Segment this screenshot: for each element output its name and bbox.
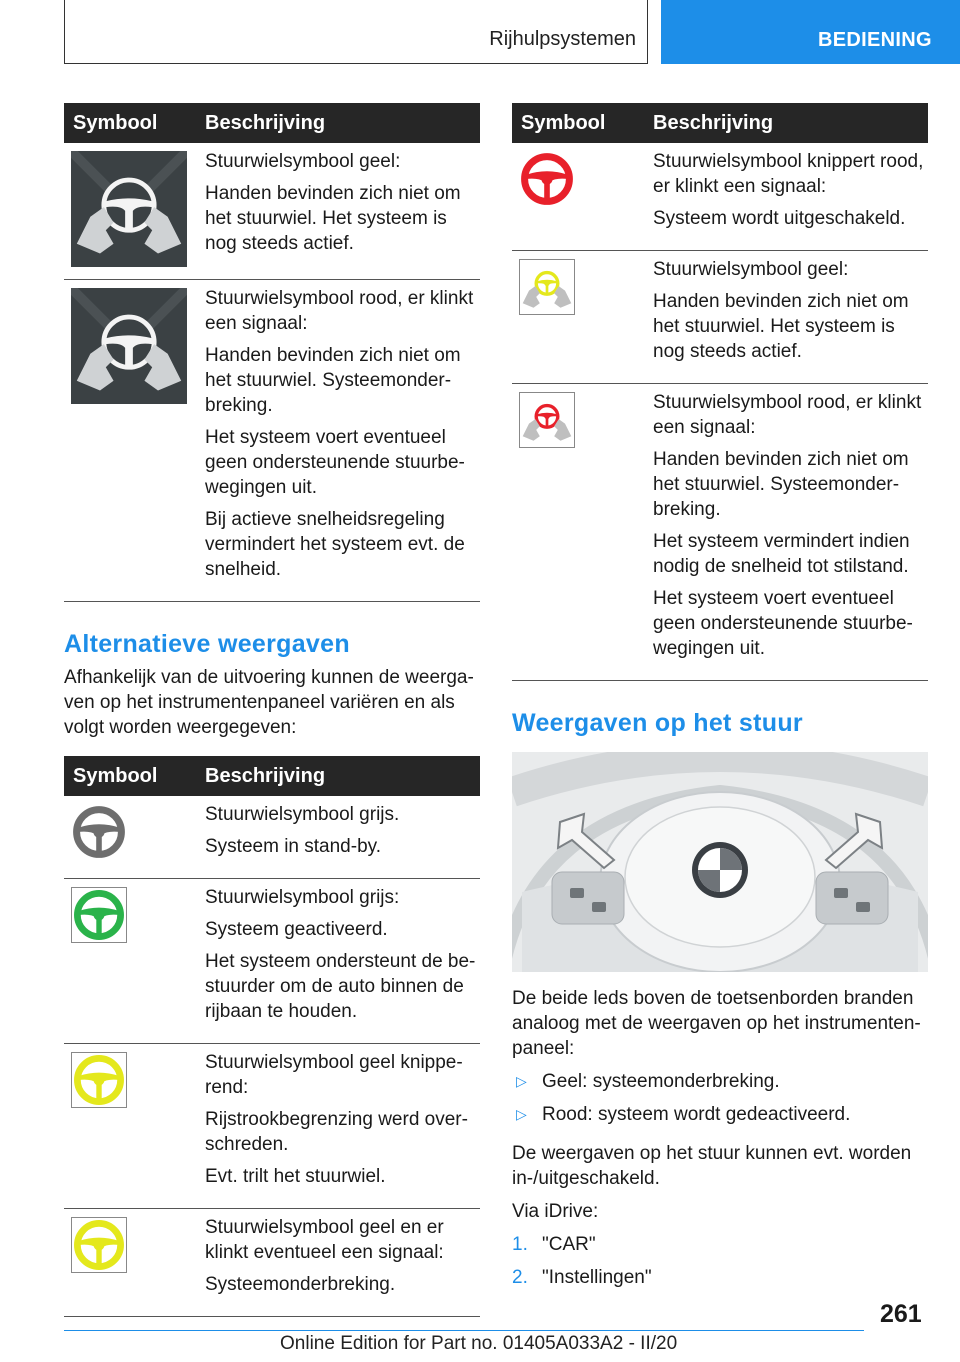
description-line: Stuurwielsymbool rood, er klinkt een signaal: <box>205 288 474 334</box>
description-line: Systeem in stand-by. <box>205 836 382 857</box>
steering-wheel-green-icon <box>71 887 127 943</box>
description-line: Stuurwielsymbool geel knippe-rend: <box>205 1052 463 1098</box>
symbol-table-1 <box>64 103 480 602</box>
steering-wheel-hands-yellow-icon <box>519 259 575 315</box>
description-line: Het systeem voert eventueel geen ondersteunende stuurbe-wegingen uit. <box>653 588 913 659</box>
list-item: ▷ Geel: systeemonderbreking. <box>516 1071 780 1092</box>
step-list <box>512 1232 928 1290</box>
col-header-description: Beschrijving <box>653 103 928 143</box>
section-title: Rijhulpsystemen <box>489 28 636 50</box>
description-line: Het systeem voert eventueel geen ondersteunende stuurbe-wegingen uit. <box>205 427 465 498</box>
steering-wheel-yellow-icon <box>71 1052 127 1108</box>
description-line: Handen bevinden zich niet om het stuurwiel. Systeemonder-breking. <box>653 449 909 520</box>
description-line: Evt. trilt het stuurwiel. <box>205 1166 386 1187</box>
steering-wheel-hands-photo-icon <box>71 288 187 404</box>
section-heading: Weergaven op het stuur <box>512 709 803 737</box>
via-label: Via iDrive: <box>512 1201 599 1222</box>
list-item: 2. "Instellingen" <box>512 1267 652 1288</box>
description-line: Bij actieve snelheidsregeling vermindert het systeem evt. de snelheid. <box>205 509 465 580</box>
symbol-table-3 <box>512 103 928 681</box>
description-line: Handen bevinden zich niet om het stuurwiel. Systeemonder-breking. <box>205 345 461 416</box>
list-item: 1. "CAR" <box>512 1234 596 1255</box>
description-line: Handen bevinden zich niet om het stuurwiel. Het systeem is nog steeds actief. <box>653 291 909 362</box>
table-row <box>512 143 928 251</box>
table-row <box>64 1209 480 1317</box>
description-line: Stuurwielsymbool geel: <box>205 151 401 172</box>
page-number: 261 <box>880 1300 922 1328</box>
steering-wheel-hands-red-icon <box>519 392 575 448</box>
section-intro: Afhankelijk van de uitvoering kunnen de weerga-ven op het instrumentenpaneel variëren en als volgt worden weergegeven: <box>64 667 474 738</box>
left-column <box>64 103 480 1317</box>
note-paragraph: De weergaven op het stuur kunnen evt. worden in-/uitgeschakeld. <box>512 1143 912 1189</box>
col-header-description: Beschrijving <box>205 756 480 796</box>
steering-wheel-yellow-icon <box>71 1217 127 1273</box>
description-line: Rijstrookbegrenzing werd over-schreden. <box>205 1109 468 1155</box>
col-header-symbol: Symbool <box>512 103 653 143</box>
description-line: Stuurwielsymbool geel en er klinkt eventueel een signaal: <box>205 1217 444 1263</box>
triangle-bullet-icon: ▷ <box>516 1073 527 1089</box>
description-line: Systeem wordt uitgeschakeld. <box>653 208 906 229</box>
symbol-table-2 <box>64 756 480 1317</box>
led-bullet-list <box>512 1069 928 1127</box>
steering-wheel-led-photo <box>512 752 928 972</box>
col-header-symbol: Symbool <box>64 756 205 796</box>
table-row <box>64 796 480 879</box>
description-line: Stuurwielsymbool grijs. <box>205 804 400 825</box>
table-row <box>64 143 480 280</box>
description-line: Stuurwielsymbool rood, er klinkt een signaal: <box>653 392 922 438</box>
steering-wheel-hands-photo-icon <box>71 151 187 267</box>
section-heading: Alternatieve weergaven <box>64 630 350 658</box>
steering-wheel-grey-icon <box>71 804 127 860</box>
description-line: Handen bevinden zich niet om het stuurwiel. Het systeem is nog steeds actief. <box>205 183 461 254</box>
description-line: Stuurwielsymbool geel: <box>653 259 849 280</box>
table-row <box>512 251 928 384</box>
table-row <box>512 384 928 681</box>
description-line: Systeem geactiveerd. <box>205 919 388 940</box>
chapter-label: BEDIENING <box>818 29 932 51</box>
description-line: Het systeem vermindert indien nodig de snelheid tot stilstand. <box>653 531 910 577</box>
footer-divider <box>64 1330 864 1331</box>
table-row <box>64 879 480 1044</box>
description-line: Het systeem ondersteunt de be-stuurder om de auto binnen de rijbaan te houden. <box>205 951 476 1022</box>
triangle-bullet-icon: ▷ <box>516 1106 527 1122</box>
table-row <box>64 1044 480 1209</box>
description-line: Stuurwielsymbool grijs: <box>205 887 400 908</box>
table-row <box>64 280 480 602</box>
description-line: Systeemonderbreking. <box>205 1274 396 1295</box>
col-header-symbol: Symbool <box>64 103 205 143</box>
right-column <box>512 103 928 1298</box>
steering-wheel-red-icon <box>519 151 575 207</box>
edition-text: Online Edition for Part no. 01405A033A2 - II/20 <box>280 1333 678 1354</box>
list-item: ▷ Rood: systeem wordt gedeactiveerd. <box>516 1104 851 1125</box>
body-paragraph: De beide leds boven de toetsenborden branden analoog met de weergaven op het instrumenten-paneel: <box>512 988 921 1059</box>
chapter-tab[interactable] <box>661 0 960 64</box>
description-line: Stuurwielsymbool knippert rood, er klinkt een signaal: <box>653 151 924 197</box>
col-header-description: Beschrijving <box>205 103 480 143</box>
